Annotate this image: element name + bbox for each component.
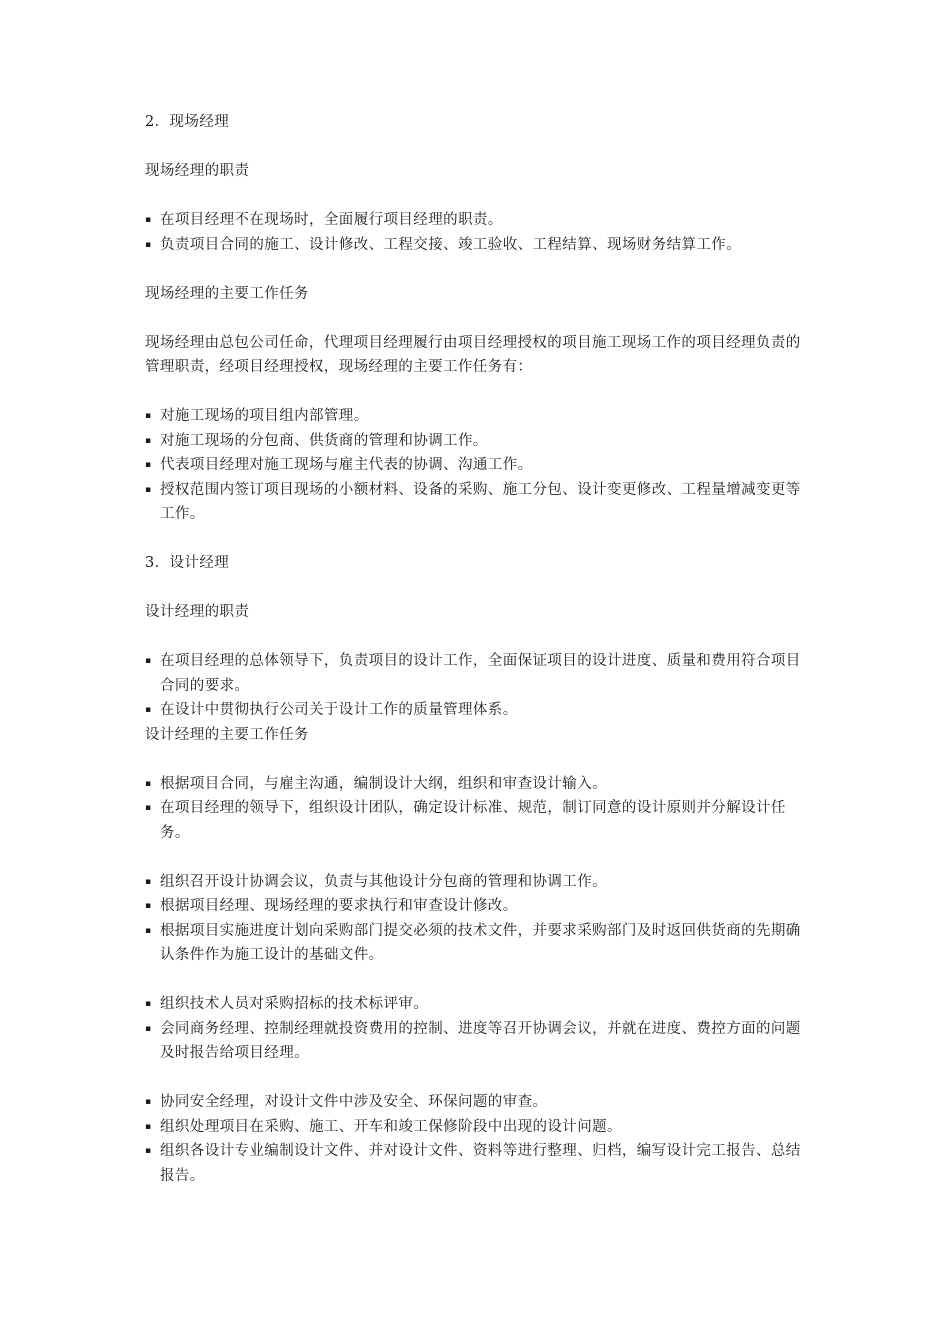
site-manager-intro: 现场经理由总包公司任命，代理项目经理履行由项目经理授权的项目施工现场工作的项目经理负责的管理职责，经项目经理授权，现场经理的主要工作任务有： [145, 334, 801, 375]
bullet-icon: ▪ [145, 1121, 152, 1132]
list-item: ▪ 在项目经理的领导下，组织设计团队，确定设计标准、规范，制订同意的设计原则并分解设计任务。 [145, 796, 815, 845]
list-item: ▪ 组织各设计专业编制设计文件、并对设计文件、资料等进行整理、归档，编写设计完工报告、总结报告。 [145, 1139, 815, 1188]
design-manager-tasks-title: 设计经理的主要工作任务 [145, 726, 309, 743]
bullet-icon: ▪ [145, 705, 152, 715]
list-item: ▪ 在项目经理不在现场时，全面履行项目经理的职责。 [145, 208, 815, 233]
site-manager-duties-title: 现场经理的职责 [145, 163, 250, 179]
list-item: ▪ 根据项目经理、现场经理的要求执行和审查设计修改。 [145, 894, 815, 919]
list-item: ▪ 根据项目实施进度计划向采购部门提交必须的技术文件，并要求采购部门及时返回供货商的先期确认条件作为施工设计的基础文件。 [145, 919, 815, 968]
bullet-icon: ▪ [145, 803, 152, 813]
bullet-icon: ▪ [145, 484, 152, 495]
bullet-icon: ▪ [145, 778, 152, 789]
section-2-heading: 2．现场经理 [145, 114, 230, 130]
bullet-icon: ▪ [145, 460, 152, 470]
bullet-icon: ▪ [145, 239, 152, 250]
list-item: ▪ 代表项目经理对施工现场与雇主代表的协调、沟通工作。 [145, 453, 815, 478]
site-manager-tasks-title: 现场经理的主要工作任务 [145, 285, 309, 302]
bullet-icon: ▪ [145, 1146, 152, 1156]
list-item: ▪ 组织处理项目在采购、施工、开车和竣工保修阶段中出现的设计问题。 [145, 1115, 815, 1140]
bullet-icon: ▪ [145, 1023, 152, 1034]
document-page [145, 110, 815, 1188]
bullet-icon: ▪ [145, 215, 152, 225]
list-item: ▪ 组织召开设计协调会议，负责与其他设计分包商的管理和协调工作。 [145, 870, 815, 895]
bullet-icon: ▪ [145, 999, 152, 1009]
bullet-icon: ▪ [145, 435, 152, 446]
list-item: ▪ 对施工现场的项目组内部管理。 [145, 404, 815, 429]
section-3-heading: 3．设计经理 [145, 555, 230, 571]
bullet-icon: ▪ [145, 925, 152, 936]
list-item: ▪ 对施工现场的分包商、供货商的管理和协调工作。 [145, 429, 815, 454]
bullet-icon: ▪ [145, 656, 152, 666]
list-item: ▪ 组织技术人员对采购招标的技术标评审。 [145, 992, 815, 1017]
list-item: ▪ 会同商务经理、控制经理就投资费用的控制、进度等召开协调会议，并就在进度、费控方面的问题及时报告给项目经理。 [145, 1017, 815, 1066]
list-item: ▪ 协同安全经理，对设计文件中涉及安全、环保问题的审查。 [145, 1090, 815, 1115]
list-item: ▪ 根据项目合同，与雇主沟通，编制设计大纲，组织和审查设计输入。 [145, 772, 815, 797]
bullet-icon: ▪ [145, 876, 152, 887]
bullet-icon: ▪ [145, 1097, 152, 1107]
list-item: ▪ 在项目经理的总体领导下，负责项目的设计工作，全面保证项目的设计进度、质量和费用符合项目合同的要求。 [145, 649, 815, 698]
bullet-icon: ▪ [145, 411, 152, 421]
design-manager-duties-title: 设计经理的职责 [145, 604, 250, 620]
list-item: ▪ 在设计中贯彻执行公司关于设计工作的质量管理体系。 [145, 698, 815, 723]
list-item: ▪ 负责项目合同的施工、设计修改、工程交接、竣工验收、工程结算、现场财务结算工作。 [145, 233, 815, 258]
list-item: ▪ 授权范围内签订项目现场的小额材料、设备的采购、施工分包、设计变更修改、工程量增减变更等工作。 [145, 478, 815, 527]
bullet-icon: ▪ [145, 901, 152, 911]
